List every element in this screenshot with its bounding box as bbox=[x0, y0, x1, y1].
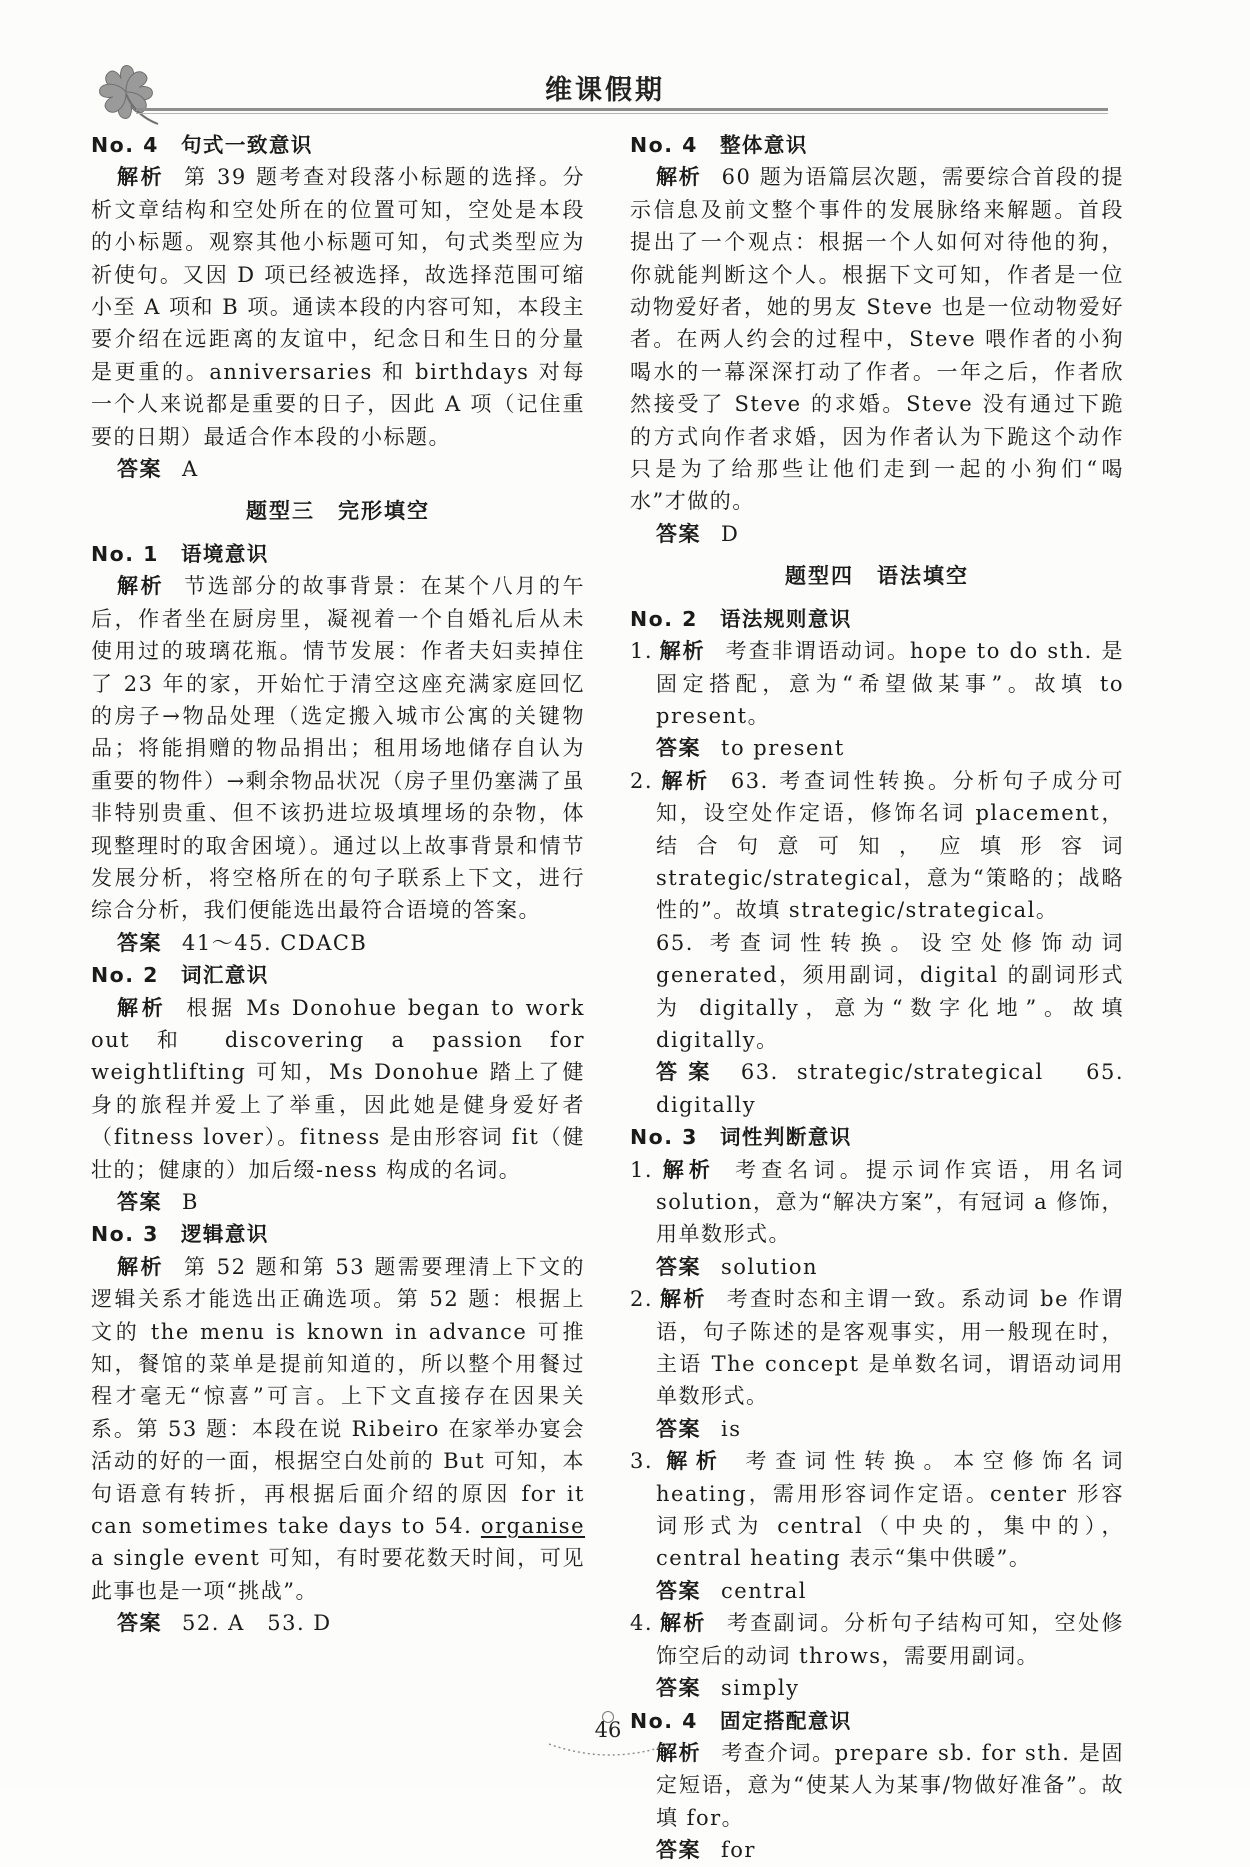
answer-text: 41～45. CDACB bbox=[182, 930, 368, 955]
analysis-paragraph bbox=[630, 765, 1125, 927]
answer-text: B bbox=[182, 1190, 199, 1214]
analysis-paragraph bbox=[630, 1283, 1124, 1413]
analysis-label: 解析 bbox=[659, 1287, 707, 1312]
analysis-text: 节选部分的故事背景：在某个八月的午后，作者坐在厨房里，凝视着一个自婚礼后从未使用过的玻璃花瓶。情节发展：作者夫妇卖掉住了 23 年的家，开始忙于清空这座充满家庭回忆的房子→物品处理（选定搬入城市公寓的关键物品；将能捐赠的物品捐出；租用场地储存自认为重要的物件）→剩余物品状况（房子里仍塞满了虽非特别贵重、但不该扔进垃圾填埋场的杂物，体现整理时的取舍困境）。通过以上故事背景和情节发展分析，将空格所在的句子联系上下文，进行综合分析，我们便能选出最符合语境的答案。 bbox=[91, 574, 586, 923]
answer-label: 答案 bbox=[117, 1611, 162, 1636]
heading-context bbox=[91, 538, 585, 570]
list-item bbox=[630, 1737, 1124, 1867]
answer-text: for bbox=[721, 1838, 756, 1863]
analysis-text: 考查介词。prepare sb. for sth. 是固定短语，意为“使某人为某事/物做好准备”。故填 for。 bbox=[656, 1740, 1125, 1830]
analysis-label: 解析 bbox=[117, 574, 165, 599]
heading-number: No. 1 bbox=[91, 541, 159, 566]
analysis-label: 解析 bbox=[659, 639, 706, 664]
answer-line bbox=[91, 927, 585, 959]
analysis-text: 60 题为语篇层次题，需要综合首段的提示信息及前文整个事件的发展脉络来解题。首段提出了一个观点：根据一个人如何对待他的狗，你就能判断这个人。根据下文可知，作者是一位动物爱好者，她的男友 Steve 也是一位动物爱好者。在两人约会的过程中，Steve 喂作者的小狗喝水的一幕深深打动了作者。一年之后，作者欣然接受了 Steve 的求婚。Steve 没有通过下跪的方式向作者求婚，因为作者认为下跪这个动作只是为了给那些让他们走到一起的小狗们“喝水”才做的。 bbox=[630, 165, 1125, 514]
analysis-label: 解析 bbox=[117, 165, 165, 190]
analysis-label: 解析 bbox=[659, 768, 711, 793]
item-number: 2. bbox=[630, 1287, 654, 1312]
heading-title: 语法规则意识 bbox=[719, 606, 852, 631]
heading-fixed-collocation bbox=[630, 1705, 1124, 1737]
heading-number: No. 4 bbox=[630, 133, 698, 157]
answer-line bbox=[91, 453, 585, 485]
analysis-label: 解析 bbox=[659, 1611, 707, 1636]
answer-line bbox=[630, 518, 1124, 550]
analysis-paragraph bbox=[91, 161, 585, 453]
heading-number: No. 4 bbox=[91, 133, 159, 157]
heading-number: No. 4 bbox=[630, 1708, 698, 1733]
heading-title: 句式一致意识 bbox=[180, 133, 313, 157]
heading-number: No. 3 bbox=[91, 1222, 159, 1247]
analysis-paragraph bbox=[630, 635, 1124, 732]
page-number: 46 bbox=[594, 1718, 622, 1742]
answer-line bbox=[656, 1251, 1124, 1283]
heading-title: 语境意识 bbox=[180, 541, 269, 566]
answer-line bbox=[91, 1607, 585, 1639]
header-rule-thin bbox=[136, 113, 1108, 114]
analysis-paragraph bbox=[630, 161, 1124, 517]
answer-label: 答案 bbox=[656, 736, 701, 761]
analysis-label: 解析 bbox=[117, 995, 167, 1020]
answer-label: 答案 bbox=[656, 1060, 721, 1085]
analysis-text: 第 52 题和第 53 题需要理清上下文的逻辑关系才能选出正确选项。第 52 题：根据上文的 the menu is known in advance 可推知，餐馆的菜单是提前知道的，所以整个用餐过程才毫无“惊喜”可言。上下文直接存在因果关系。第 53 题：本段在说 Ribeiro 在家举办宴会活动的好的一面，根据空白处前的 But 可知，本句语意有转折，再根据后面介绍的原因 for it can sometimes take days to 54. bbox=[91, 1254, 585, 1539]
clover-icon bbox=[86, 58, 170, 130]
answer-text: solution bbox=[721, 1254, 818, 1279]
item-number: 4. bbox=[630, 1611, 654, 1636]
heading-title: 词汇意识 bbox=[180, 963, 269, 988]
list-item bbox=[630, 1445, 1124, 1607]
answer-text: simply bbox=[721, 1676, 800, 1701]
answer-line bbox=[656, 1575, 1124, 1607]
heading-sentence-consistency bbox=[91, 129, 585, 161]
answer-text: 63. strategic/strategical 65. digitally bbox=[656, 1060, 1125, 1117]
list-item bbox=[630, 1154, 1124, 1284]
answer-label: 答案 bbox=[656, 1838, 701, 1863]
analysis-label: 解析 bbox=[656, 165, 702, 190]
answer-label: 答案 bbox=[656, 1254, 701, 1279]
analysis-text-continued: a single event 可知，有时要花数天时间，可见此事也是一项“挑战”。 bbox=[91, 1546, 585, 1603]
analysis-text: 根据 Ms Donohue began to work out 和 discovering a passion for weightlifting 可知，Ms Donohue 踏上了健身的旅程并爱上了举重，因此她是健身爱好者（fitness lover）。fitness 是由形容词 fit（健壮的；健康的）加后缀-ness 构成的名词。 bbox=[91, 995, 585, 1182]
answer-text: D bbox=[721, 521, 740, 546]
analysis-label: 解析 bbox=[117, 1254, 165, 1279]
analysis-paragraph bbox=[91, 1251, 585, 1607]
section-title-cloze: 题型三 完形填空 bbox=[246, 499, 430, 524]
analysis-text: 第 39 题考查对段落小标题的选择。分析文章结构和空处所在的位置可知，空处是本段的小标题。观察其他小标题可知，句式类型应为祈使句。又因 D 项已经被选择，故选择范围可缩小至 A 项和 B 项。通读本段的内容可知，本段主要介绍在远距离的友谊中，纪念日和生日的分量是更重的。anniversaries 和 birthdays 对每一个人来说都是重要的日子，因此 A 项（记住重要的日期）最适合作本段的小标题。 bbox=[91, 165, 586, 449]
analysis-paragraph bbox=[656, 1737, 1124, 1834]
header-title: 维课假期 bbox=[545, 75, 665, 106]
header-rule bbox=[136, 108, 1108, 111]
heading-title: 整体意识 bbox=[719, 133, 808, 157]
analysis-paragraph bbox=[630, 1154, 1125, 1251]
heading-whole-awareness bbox=[630, 129, 1124, 161]
answer-line bbox=[656, 1672, 1124, 1704]
right-column bbox=[630, 129, 1124, 1867]
answer-label: 答案 bbox=[656, 521, 701, 546]
answer-label: 答案 bbox=[117, 457, 162, 482]
answer-label: 答案 bbox=[656, 1676, 701, 1701]
answer-line bbox=[656, 1413, 1124, 1445]
heading-title: 逻辑意识 bbox=[180, 1222, 269, 1247]
item-number: 1. bbox=[630, 639, 654, 664]
analysis-text: 考查副词。分析句子结构可知，空处修饰空后的动词 throws，需要用副词。 bbox=[656, 1611, 1125, 1668]
heading-number: No. 2 bbox=[91, 963, 159, 988]
analysis-paragraph bbox=[630, 1607, 1125, 1672]
heading-number: No. 2 bbox=[630, 606, 698, 631]
dotted-arc-icon bbox=[545, 1740, 675, 1760]
heading-title: 固定搭配意识 bbox=[719, 1708, 852, 1733]
analysis-text: 63. 考查词性转换。分析句子成分可知，设空处作定语，修饰名词 placement，结合句意可知，应填形容词 strategic/strategical，意为“策略的；战略性的”。故填 strategic/strategical。 bbox=[656, 768, 1125, 923]
list-item bbox=[630, 635, 1124, 765]
item-number: 1. bbox=[630, 1157, 654, 1182]
analysis-text: 考查名词。提示词作宾语，用名词 solution，意为“解决方案”，有冠词 a 修饰，用单数形式。 bbox=[656, 1157, 1125, 1247]
answer-text: is bbox=[721, 1416, 742, 1441]
analysis-text: 考查词性转换。本空修饰名词 heating，需用形容词作定语。center 形容词形式为 central（中央的，集中的），central heating 表示“集中供暖”。 bbox=[656, 1449, 1125, 1571]
answer-line bbox=[656, 1056, 1124, 1121]
heading-number: No. 3 bbox=[630, 1125, 698, 1150]
answer-label: 答案 bbox=[656, 1416, 701, 1441]
answer-label: 答案 bbox=[656, 1578, 701, 1603]
answer-label: 答案 bbox=[117, 1190, 162, 1214]
section-title-grammar-fill: 题型四 语法填空 bbox=[785, 564, 969, 589]
analysis-paragraph bbox=[91, 570, 585, 926]
analysis-label: 解析 bbox=[659, 1449, 726, 1474]
answer-text: 52. A 53. D bbox=[182, 1611, 332, 1636]
item-number: 3. bbox=[630, 1449, 654, 1474]
list-item bbox=[630, 1607, 1124, 1704]
analysis-text: 考查时态和主谓一致。系动词 be 作谓语，句子陈述的是客观事实，用一般现在时，主语 The concept 是单数名词，谓语动词用单数形式。 bbox=[656, 1287, 1124, 1409]
answer-label: 答案 bbox=[117, 930, 162, 955]
answer-text: central bbox=[721, 1578, 807, 1603]
answer-line bbox=[91, 1186, 585, 1218]
analysis-label: 解析 bbox=[659, 1157, 716, 1182]
answer-line bbox=[656, 732, 1124, 764]
answer-text: to present bbox=[721, 736, 845, 761]
answer-text: A bbox=[182, 457, 199, 482]
answer-line bbox=[656, 1834, 1124, 1866]
heading-grammar-rules bbox=[630, 603, 1124, 635]
heading-vocabulary bbox=[91, 959, 585, 991]
analysis-sub-paragraph: 65. 考查词性转换。设空处修饰动词 generated，须用副词，digital 的副词形式为 digitally，意为“数字化地”。故填 digitally。 bbox=[656, 930, 1124, 1052]
heading-part-of-speech bbox=[630, 1121, 1124, 1153]
left-column bbox=[91, 129, 585, 1640]
analysis-paragraph bbox=[91, 992, 585, 1186]
heading-title: 词性判断意识 bbox=[719, 1125, 852, 1150]
item-number: 2. bbox=[630, 768, 654, 793]
heading-logic bbox=[91, 1218, 585, 1250]
analysis-label: 解析 bbox=[656, 1740, 702, 1765]
list-item bbox=[630, 765, 1124, 1121]
list-item bbox=[630, 1283, 1124, 1445]
analysis-paragraph bbox=[630, 1445, 1125, 1575]
underlined-answer-word: organise bbox=[480, 1514, 585, 1539]
analysis-text: 考查非谓语动词。hope to do sth. 是固定搭配，意为“希望做某事”。故填 to present。 bbox=[656, 639, 1124, 728]
